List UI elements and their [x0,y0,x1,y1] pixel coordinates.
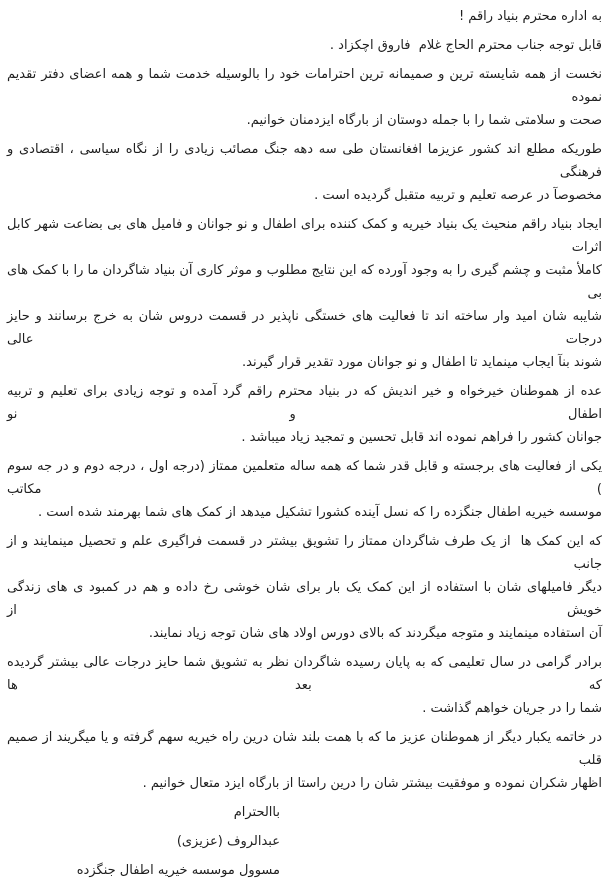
letter-paragraph-body-foundation [7,213,602,374]
letter-paragraph-body-compatriots [7,380,602,449]
letter-body [7,5,602,795]
letter-line: آن استفاده مینمایند و متوجه میگردند که بالای دورس اولاد های شان توجه زیاد نمایند. [148,626,602,641]
letter-line: دیگر فامیلهای شان با استفاده از این کمک یک بار برای شان خوشی رخ داده و هم در کمبود ی های زندگی خویش از [7,580,602,618]
letter-paragraph-body-closing [7,726,602,795]
letter-line: قابل توجه جناب محترم الحاج غلام فاروق اچکزاد . [329,38,602,53]
letter-line: شایبه شان امید وار ساخته اند تا فعالیت های خستگی ناپذیر در قسمت دروس شان به خرج برسانند و حایز درجات عالی [7,309,602,347]
letter-line: در خاتمه یکبار دیگر از هموطنان عزیز ما که با همت بلند شان درین راه خیریه سهم گرفته و یا میگریند از صمیم قلب [7,730,602,768]
letter-line: مخصوصآ در عرصه تعلیم و تربیه متقبل گردیده است . [314,188,602,203]
letter-line: طوریکه مطلع اند کشور عزیزما افغانستان طی سه دهه جنگ مصائب زیادی را از نگاه سیاسی ، اقتصادی و فرهنگی [7,142,602,180]
letter-paragraph-body-country [7,138,602,207]
signature-name: عبدالروف (عزیزی) [176,834,280,849]
letter-line: اظهار شکران نموده و موفقیت بیشتر شان را درین راستا از بارگاه ایزد متعال خوانیم . [142,776,602,791]
letter-line: یکی از فعالیت های برجسته و قابل قدر شما که همه ساله متعلمین ممتاز (درجه اول ، درجه دوم و در جه سوم ) مکاتب [7,459,602,497]
signature-block [7,801,280,882]
letter-line: که این کمک ها از یک طرف شاگردان ممتاز را تشویق بیشتر در قسمت فراگیری علم و تحصیل مینمایند و از جانب [7,534,602,572]
letter-paragraph-address-line [7,5,602,28]
letter-line: جوانان کشور را فراهم نموده اند قابل تحسین و تمجید زیاد میباشد . [241,430,602,445]
letter-line: کاملأ مثبت و چشم گیری را به وجود آورده که این نتایج مطلوب و موثر کاری آن بنیاد شاگردان ما را با کمک های بی [7,263,602,301]
signature-title: مسوول موسسه خیریه اطفال جنگزده [76,863,280,878]
letter-paragraph-body-greeting [7,63,602,132]
letter-line: شما را در جریان خواهم گذاشت . [422,701,602,716]
letter-paragraph-body-activities [7,455,602,524]
letter-line: نخست از همه شایسته ترین و صمیمانه ترین احترامات خود را بالوسیله خدمت شما و همه اعضای دفتر تقدیم نموده [7,67,602,105]
letter-line: ایجاد بنیاد راقم منحیث یک بنیاد خیریه و کمک کننده برای اطفال و نو جوانان و فامیل های بی بضاعت شهر کابل اثرات [7,217,602,255]
signature-closing: باالحترام [233,805,280,820]
letter-line: موسسه خیریه اطفال جنگزده را که نسل آینده کشورا تشکیل میدهد از کمک های شما بهرمند شده است . [38,505,602,520]
letter-line: شوند بنآ ایجاب مینماید تا اطفال و نو جوانان مورد تقدیر قرار گیرند. [241,355,602,370]
letter-line: به اداره محترم بنیاد راقم ! [458,9,602,24]
letter-line: برادر گرامی در سال تعلیمی که به پایان رسیده شاگردان نظر به تشویق شما حایز درجات عالی بیشتر گردیده که بعد ها [7,655,602,693]
letter-line: عده از هموطنان خیرخواه و خیر اندیش که در بنیاد محترم راقم گرد آمده و توجه زیادی برای تعلیم و تربیه اطفال و نو [7,384,602,422]
letter-line: صحت و سلامتی شما را با جمله دوستان از بارگاه ایزدمنان خوانیم. [246,113,602,128]
letter-paragraph-attention-line [7,34,602,57]
letter-paragraph-body-school-year [7,651,602,720]
